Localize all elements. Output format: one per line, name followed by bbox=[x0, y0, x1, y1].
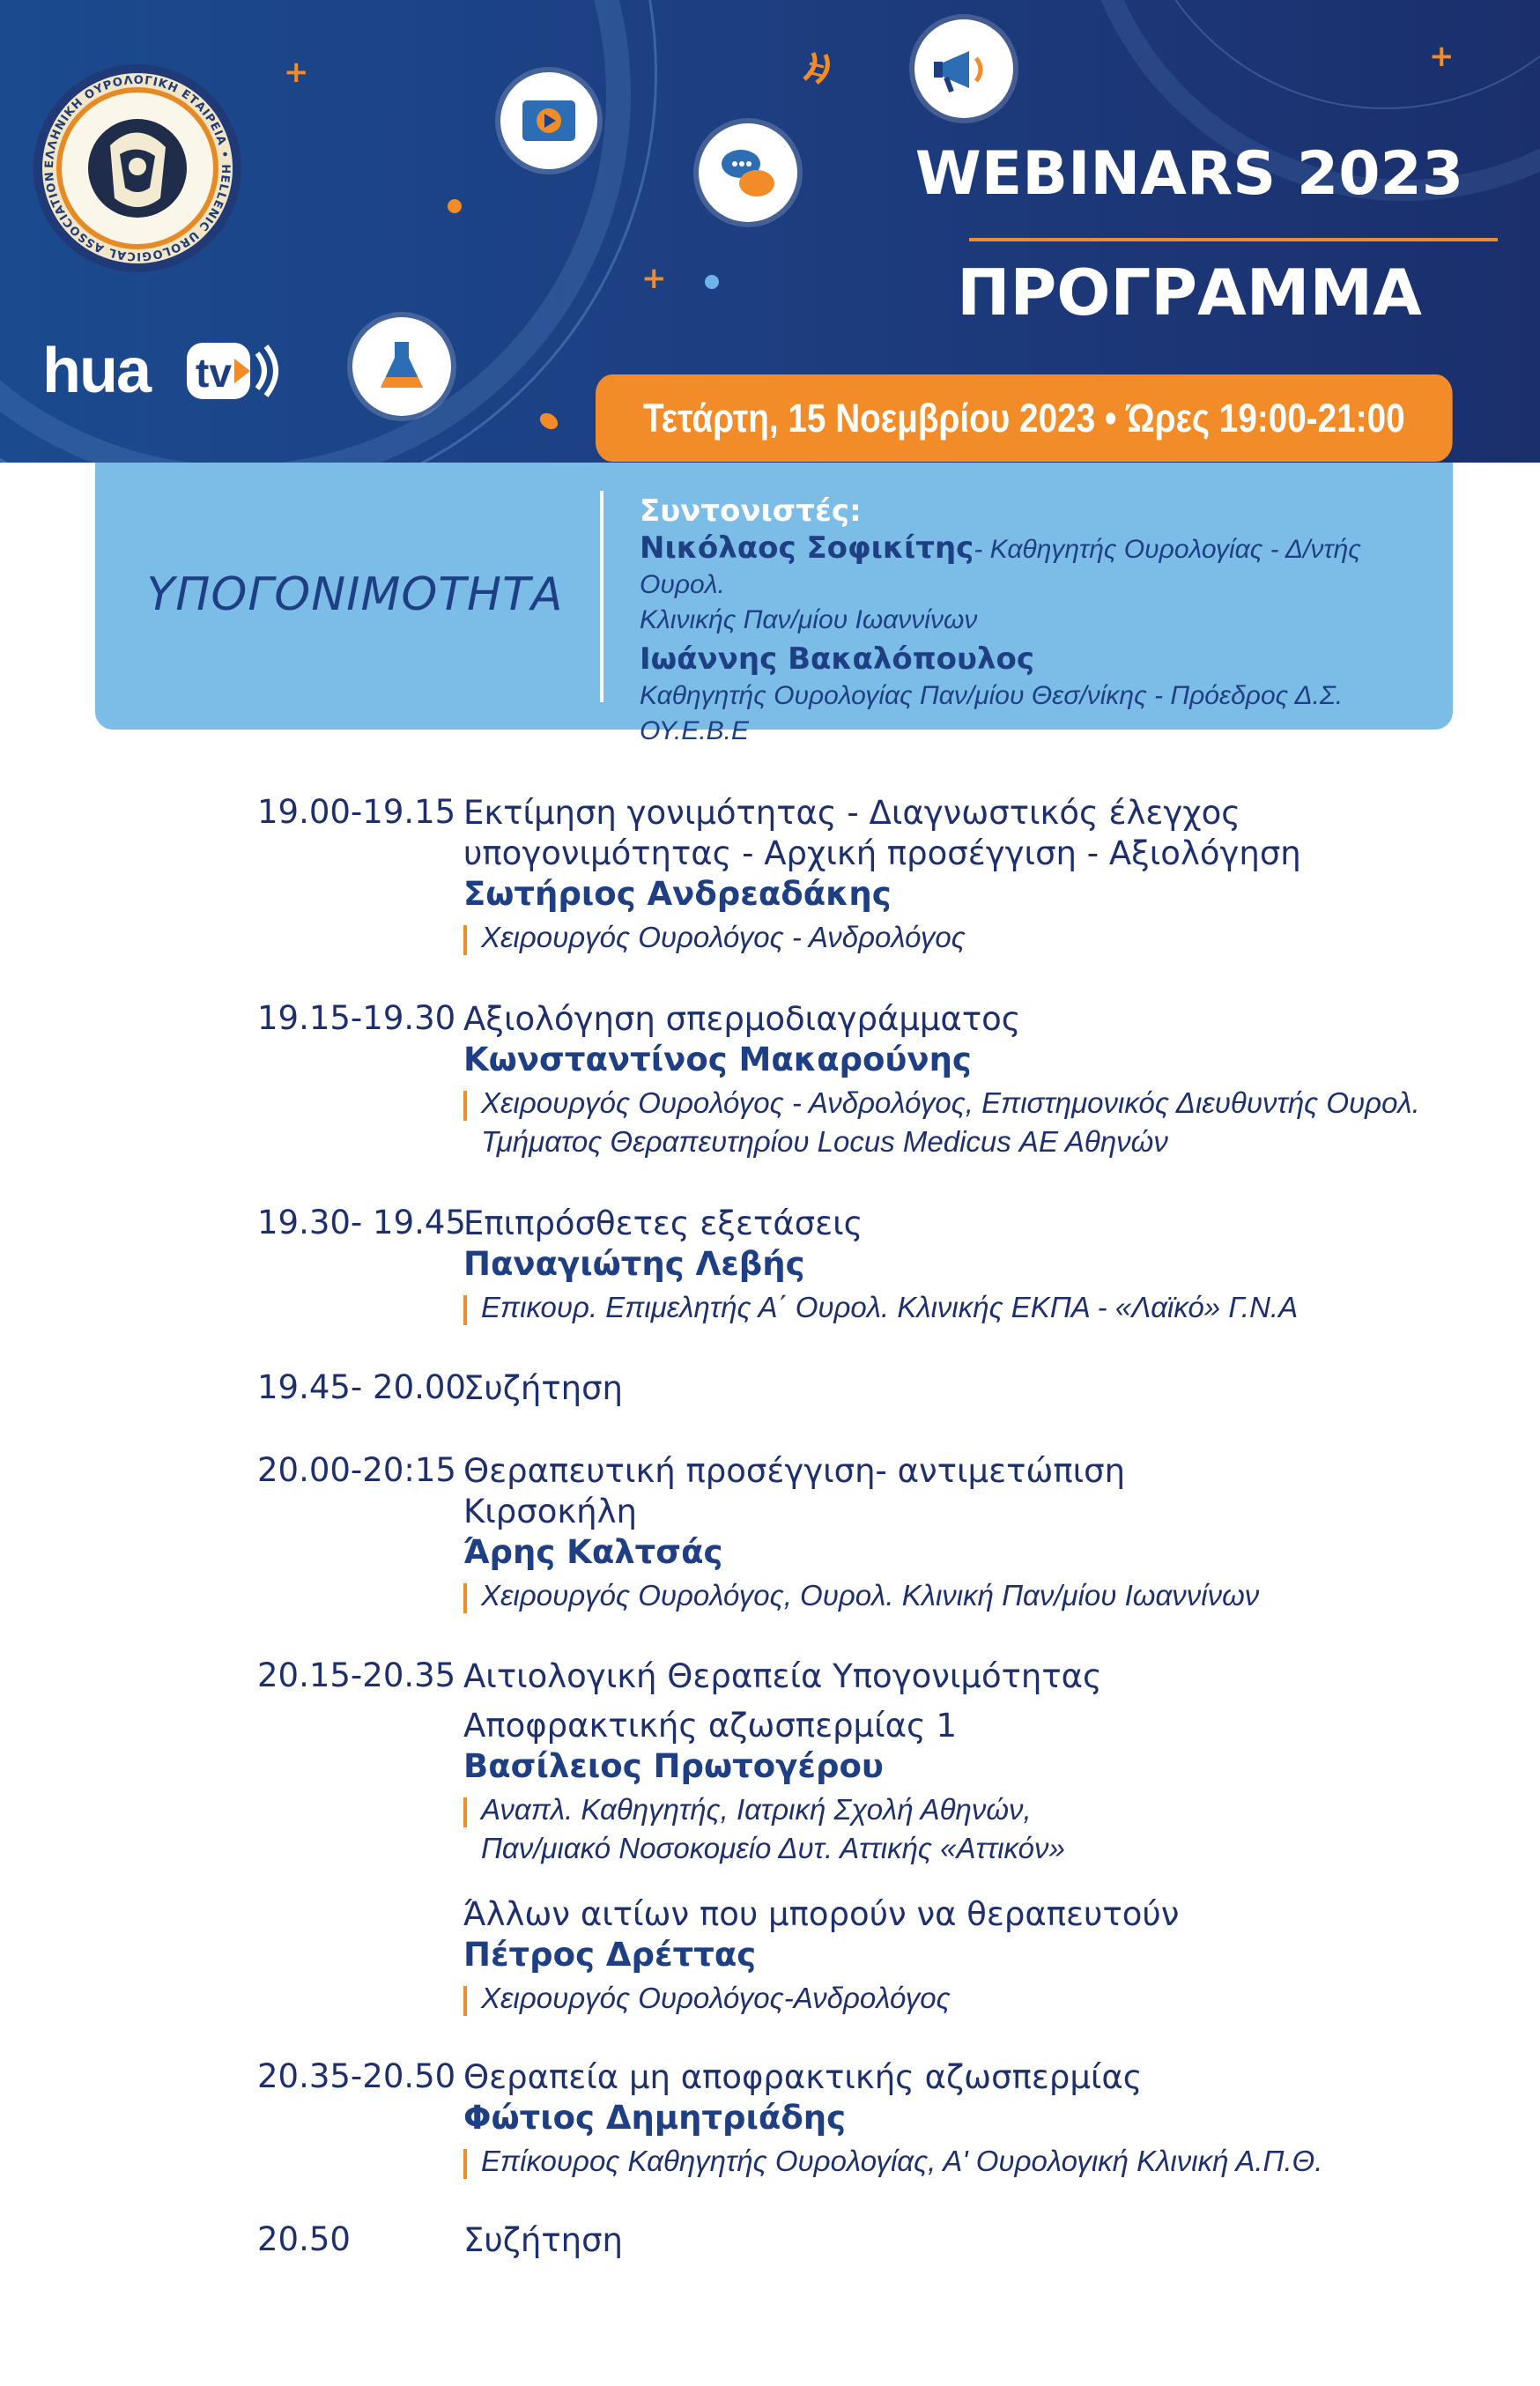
moderator-entry bbox=[640, 641, 1433, 749]
speaker-name: Άρης Καλτσάς bbox=[463, 1533, 723, 1571]
hua-tv-play-icon bbox=[187, 337, 285, 408]
program-time: 19.00-19.15 bbox=[257, 793, 456, 831]
moderators-list bbox=[640, 492, 1433, 752]
page-subtitle: ΠΡΟΓΡΑΜΜΑ bbox=[957, 256, 1422, 330]
hua-tv-logo-text: hua bbox=[42, 336, 151, 406]
session-topic: ΥΠΟΓΟΝΙΜΟΤΗΤΑ bbox=[146, 568, 564, 621]
page-title: WEBINARS 2023 bbox=[914, 139, 1464, 209]
affiliation-marker bbox=[463, 1986, 467, 2016]
speaker-name: Φώτιος Δημητριάδης bbox=[463, 2099, 847, 2137]
affiliation-marker bbox=[463, 1583, 467, 1613]
speaker-name: Βασίλειος Πρωτογέρου bbox=[463, 1747, 884, 1785]
program-topic: Κιρσοκήλη bbox=[463, 1493, 637, 1530]
affiliation-marker bbox=[463, 2149, 467, 2179]
logo-ring-text bbox=[42, 73, 233, 263]
moderator-name: Νικόλαος Σοφικίτης bbox=[640, 530, 974, 566]
program-topic: Συζήτηση bbox=[463, 2221, 623, 2259]
program-topic: Αιτιολογική Θεραπεία Υπογονιμότητας bbox=[463, 1657, 1102, 1695]
decorative-dot bbox=[705, 275, 719, 289]
megaphone-icon bbox=[914, 19, 1013, 118]
affiliation-marker bbox=[463, 1295, 467, 1325]
program-topic: Θεραπευτική προσέγγιση- αντιμετώπιση bbox=[463, 1452, 1126, 1490]
speaker-name: Παναγιώτης Λεβής bbox=[463, 1245, 805, 1283]
title-divider bbox=[969, 238, 1498, 241]
speaker-affiliation: Χειρουργός Ουρολόγος, Ουρολ. Κλινική Παν/μίου Ιωαννίνων bbox=[463, 1576, 1485, 1615]
speaker-name: Πέτρος Δρέττας bbox=[463, 1936, 757, 1974]
flask-icon bbox=[352, 317, 451, 416]
program-topic: Συζήτηση bbox=[463, 1369, 623, 1407]
program-subtopic: Άλλων αιτίων που μπορούν να θεραπευτούν bbox=[463, 1895, 1180, 1933]
decorative-plus: + bbox=[284, 55, 309, 90]
program-time: 20.50 bbox=[257, 2220, 351, 2258]
affiliation-marker bbox=[463, 1091, 467, 1121]
affiliation-marker bbox=[463, 1797, 467, 1827]
program-topic: Εκτίμηση γονιμότητας - Διαγνωστικός έλεγχος bbox=[463, 794, 1240, 832]
program-topic: Θεραπεία μη αποφρακτικής αζωσπερμίας bbox=[463, 2058, 1143, 2096]
program-time: 20.00-20:15 bbox=[257, 1451, 456, 1489]
hua-logo bbox=[33, 64, 241, 272]
decorative-plus: + bbox=[641, 261, 667, 296]
moderator-affiliation: Καθηγητής Ουρολογίας Παν/μίου Θεσ/νίκης - Πρόεδρος Δ.Σ. ΟΥ.Ε.Β.Ε bbox=[640, 681, 1344, 745]
program-time: 20.15-20.35 bbox=[257, 1656, 456, 1694]
speaker-name: Κωνσταντίνος Μακαρούνης bbox=[463, 1041, 972, 1078]
moderator-affiliation: Κλινικής Παν/μίου Ιωαννίνων bbox=[640, 605, 978, 634]
moderators-panel bbox=[95, 463, 1453, 745]
decorative-plus: + bbox=[1429, 39, 1455, 74]
program-topic: Αξιολόγηση σπερμοδιαγράμματος bbox=[463, 1000, 1021, 1038]
panel-divider bbox=[600, 491, 603, 702]
speaker-affiliation: Χειρουργός Ουρολόγος-Ανδρολόγος bbox=[463, 1979, 1485, 2018]
program-topic: Επιπρόσθετες εξετάσεις bbox=[463, 1204, 863, 1242]
speaker-affiliation: Χειρουργός Ουρολόγος - Ανδρολόγος, Επιστημονικός Διευθυντής Ουρολ. Τμήματος Θεραπευτηρίου Locus Medicus ΑΕ Αθηνών bbox=[463, 1084, 1485, 1161]
moderator-affiliation: - Καθηγητής Ουρολογίας - Δ/ντής Ουρολ. bbox=[640, 535, 1361, 599]
program-time: 19.30- 19.45 bbox=[257, 1204, 466, 1241]
moderator-entry bbox=[640, 530, 1433, 638]
decorative-dot bbox=[537, 410, 560, 433]
speaker-affiliation: Χειρουργός Ουρολόγος - Ανδρολόγος bbox=[463, 918, 1485, 957]
moderator-name: Ιωάννης Βακαλόπουλος bbox=[640, 641, 1034, 677]
program-topic: υπογονιμότητας - Αρχική προσέγγιση - Αξιολόγηση bbox=[463, 834, 1301, 872]
program-subtopic: Αποφρακτικής αζωσπερμίας 1 bbox=[463, 1707, 958, 1745]
affiliation-marker bbox=[463, 925, 467, 955]
chat-bubbles-icon bbox=[699, 123, 797, 222]
event-date-badge: Τετάρτη, 15 Νοεμβρίου 2023 • Ώρες 19:00-21:00 bbox=[596, 374, 1453, 462]
moderators-label: Συντονιστές: bbox=[640, 493, 862, 529]
svg-text:ΕΛΛΗΝΙΚΗ ΟΥΡΟΛΟΓΙΚΗ ΕΤΑΙΡΕΙΑ •: ΕΛΛΗΝΙΚΗ ΟΥΡΟΛΟΓΙΚΗ ΕΤΑΙΡΕΙΑ • HELLENIC UROLOGICAL ASSOCIATION bbox=[42, 73, 233, 263]
play-video-icon bbox=[500, 72, 597, 169]
program-time: 20.35-20.50 bbox=[257, 2057, 456, 2095]
speaker-name: Σωτήριος Ανδρεαδάκης bbox=[463, 875, 892, 913]
dna-icon bbox=[797, 44, 841, 88]
program-time: 19.15-19.30 bbox=[257, 999, 456, 1037]
svg-text:tv: tv bbox=[196, 350, 232, 396]
speaker-affiliation: Αναπλ. Καθηγητής, Ιατρική Σχολή Αθηνών, Παν/μιακό Νοσοκομείο Δυτ. Αττικής «Αττικόν» bbox=[463, 1790, 1485, 1868]
speaker-affiliation: Επικουρ. Επιμελητής Α΄ Ουρολ. Κλινικής ΕΚΠΑ - «Λαϊκό» Γ.Ν.Α bbox=[463, 1288, 1485, 1327]
decorative-dot bbox=[448, 199, 462, 213]
program-time: 19.45- 20.00 bbox=[257, 1368, 466, 1406]
speaker-affiliation: Επίκουρος Καθηγητής Ουρολογίας, Α' Ουρολογική Κλινική Α.Π.Θ. bbox=[463, 2142, 1485, 2181]
